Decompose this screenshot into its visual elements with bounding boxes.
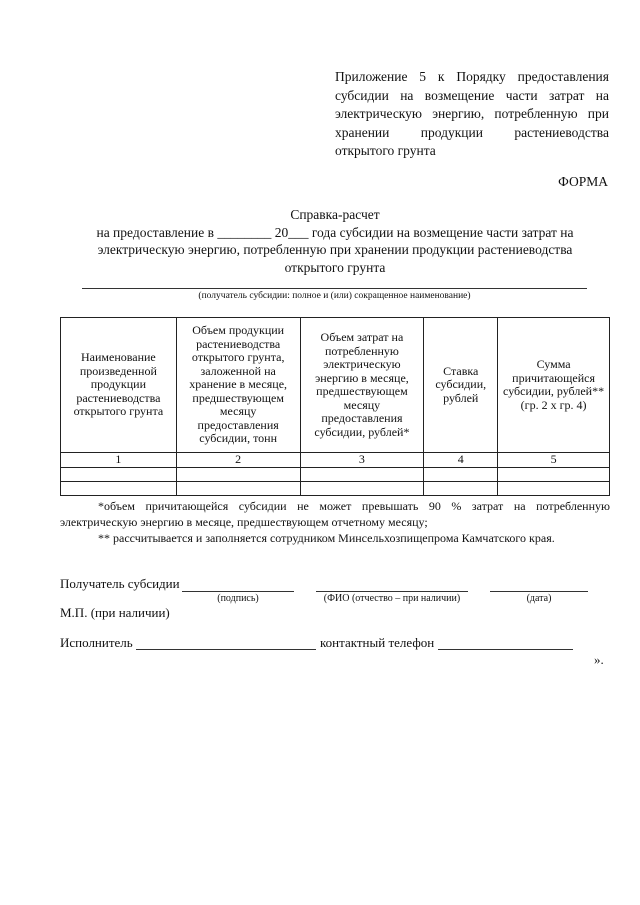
column-number: 5	[498, 453, 610, 468]
table-header-row	[61, 318, 610, 453]
table-row	[61, 467, 610, 481]
column-number: 1	[61, 453, 177, 468]
title-heading: Справка-расчет	[290, 207, 380, 222]
full-name-caption: (ФИО (отчество – при наличии)	[323, 593, 461, 604]
table-cell[interactable]	[61, 467, 177, 481]
table-cell[interactable]	[176, 481, 300, 495]
phone-field[interactable]	[438, 649, 573, 650]
column-number: 3	[300, 453, 424, 468]
signature-field[interactable]	[182, 591, 294, 592]
executor-label: Исполнитель	[60, 635, 133, 650]
phone-label: контактный телефон	[320, 635, 435, 650]
column-number: 4	[424, 453, 498, 468]
column-number: 2	[176, 453, 300, 468]
footnote-2: ** рассчитывается и заполняется сотрудником Минсельхозпищепрома Камчатского края.	[98, 531, 555, 545]
footnote-1: *объем причитающейся субсидии не может превышать 90 % затрат на потребленную электрическую энергию в месяце, предшествующем отчетному месяцу;	[60, 499, 610, 529]
table-cell[interactable]	[498, 467, 610, 481]
header-subsidy-rate: Ставка субсидии, рублей	[424, 318, 498, 453]
table-cell[interactable]	[498, 481, 610, 495]
table-cell[interactable]	[300, 467, 424, 481]
calculation-table	[60, 317, 610, 496]
document-title	[60, 206, 610, 276]
recipient-name-field[interactable]	[82, 288, 587, 289]
title-line-2: электрическую энергию, потребленную при хранении продукции растениеводства	[97, 242, 573, 257]
header-volume-stored: Объем продукции растениеводства открытого грунта, заложенной на хранение в месяце, предшествующем месяцу предоставления субсидии, тонн	[176, 318, 300, 453]
stamp-place-label: М.П. (при наличии)	[60, 605, 170, 620]
header-energy-costs: Объем затрат на потребленную электрическую энергию в месяце, предшествующем месяцу предоставления субсидии, рублей*	[300, 318, 424, 453]
header-product-name: Наименование произведенной продукции растениеводства открытого грунта	[61, 318, 177, 453]
column-number-row	[61, 453, 610, 468]
closing-quote: ».	[594, 652, 604, 667]
appendix-note: Приложение 5 к Порядку предоставления субсидии на возмещение части затрат на электрическую энергию, потребленную при хранении продукции растениеводства открытого грунта	[335, 69, 609, 158]
table-cell[interactable]	[176, 467, 300, 481]
table-row	[61, 481, 610, 495]
header-subsidy-amount: Сумма причитающейся субсидии, рублей** (гр. 2 х гр. 4)	[498, 318, 610, 453]
date-caption: (дата)	[526, 593, 552, 604]
full-name-field[interactable]	[316, 591, 468, 592]
title-line-3: открытого грунта	[284, 259, 386, 275]
footnotes	[60, 498, 610, 546]
title-line-1: на предоставление в ________ 20___ года субсидии на возмещение части затрат на	[96, 224, 574, 240]
table-cell[interactable]	[300, 481, 424, 495]
recipient-caption: (получатель субсидии: полное и (или) сокращенное наименование)	[198, 291, 471, 301]
form-label: ФОРМА	[558, 174, 608, 189]
recipient-signature-label: Получатель субсидии	[60, 576, 180, 591]
date-field[interactable]	[490, 591, 588, 592]
table-cell[interactable]	[61, 481, 177, 495]
signature-caption: (подпись)	[217, 593, 259, 604]
executor-name-field[interactable]	[136, 649, 316, 650]
table-cell[interactable]	[424, 467, 498, 481]
table-cell[interactable]	[424, 481, 498, 495]
